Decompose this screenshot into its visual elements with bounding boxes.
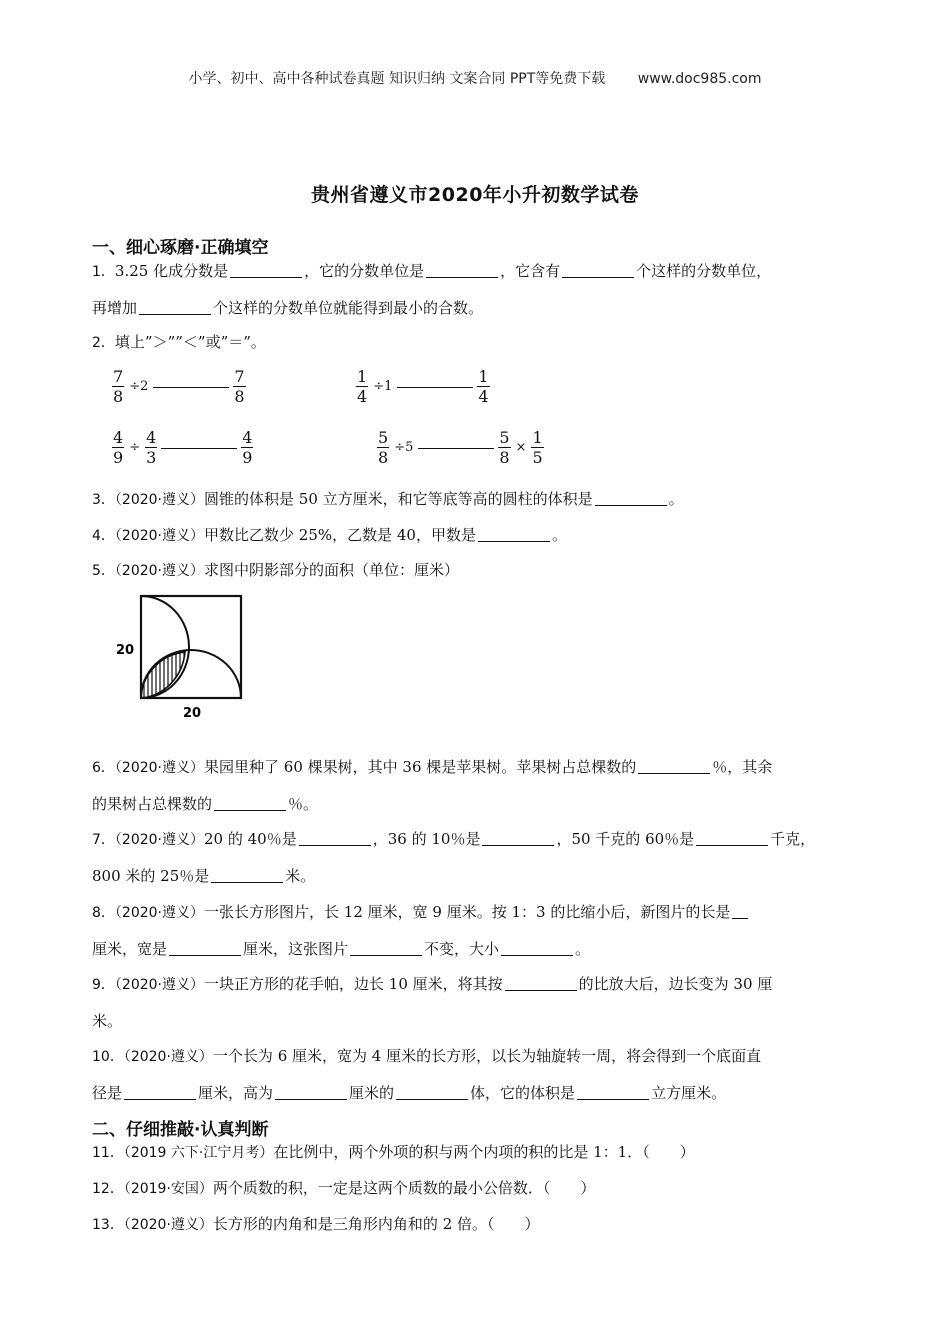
question-3: 3．（2020·遵义）圆锥的体积是 50 立方厘米，和它等底等高的圆柱的体积是 。 [92,490,684,508]
answer-blank[interactable] [230,263,302,278]
header-text: 小学、初中、高中各种试卷真题 知识归纳 文案合同 PPT等免费下载 [188,71,606,87]
answer-blank[interactable] [350,941,422,956]
fraction: $\frac{1}{4}$ [357,367,368,406]
question-7-line-2: 800 米的 25％是 米。 [92,867,316,885]
question-2: 2．填上”＞””＜”或”＝”。 [92,333,266,351]
question-8-line-1: 8．（2020·遵义）一张长方形图片，长 12 厘米，宽 9 厘米。按 1：3 的比缩小后，新图片的长是 [92,901,862,922]
answer-blank[interactable] [478,527,550,542]
header-site[interactable]: www.doc985.com [637,71,762,87]
answer-blank[interactable] [396,1085,468,1100]
compare-blank[interactable] [397,386,473,388]
question-10-line-2: 径是 厘米，高为 厘米的 体，它的体积是 立方厘米。 [92,1084,727,1102]
question-10-line-1: 10．（2020·遵义）一个长为 6 厘米，宽为 4 厘米的长方形，以长为轴旋转一周，将会得到一个底面直 [92,1047,762,1065]
section-2-heading: 二、仔细推敲·认真判断 [92,1120,269,1140]
fraction: $\frac{7}{8}$ [113,367,124,406]
question-13: 13．（2020·遵义）长方形的内角和是三角形内角和的 2 倍。（ ） [92,1215,540,1233]
answer-blank[interactable] [595,491,667,506]
answer-blank[interactable] [214,796,286,811]
compare-item-d: $\frac{5}{8}$ ÷5 $\frac{5}{8}$ × $\frac{1}{5}$ [378,428,543,467]
fraction: $\frac{1}{5}$ [532,428,543,467]
shaded-area-figure [110,592,250,726]
fraction: $\frac{1}{4}$ [478,367,489,406]
answer-blank[interactable] [732,904,748,919]
question-4: 4．（2020·遵义）甲数比乙数少 25%，乙数是 40，甲数是 。 [92,526,567,544]
answer-blank[interactable] [139,300,211,315]
fraction: $\frac{4}{9}$ [242,428,253,467]
question-1-line-2: 再增加 个这样的分数单位就能得到最小的合数。 [92,299,484,317]
shaded-region [141,652,185,698]
answer-blank[interactable] [577,1085,649,1100]
answer-blank[interactable] [505,976,577,991]
question-5: 5．（2020·遵义）求图中阴影部分的面积（单位：厘米） [92,561,460,579]
fraction: $\frac{5}{8}$ [499,428,510,467]
answer-blank[interactable] [501,941,573,956]
question-9-line-1: 9．（2020·遵义）一块正方形的花手帕，边长 10 厘米，将其按 的比放大后，边长变为 30 厘 [92,975,773,993]
compare-blank[interactable] [418,447,494,449]
answer-blank[interactable] [562,263,634,278]
page-header [0,68,950,88]
answer-blank[interactable] [426,263,498,278]
question-11: 11．（2019 六下·江宁月考）在比例中，两个外项的积与两个内项的积的比是 1：1．（ ） [92,1143,695,1161]
compare-item-a: $\frac{7}{8}$ ÷2 $\frac{7}{8}$ [113,367,245,406]
answer-blank[interactable] [482,831,554,846]
answer-blank[interactable] [124,1085,196,1100]
answer-blank[interactable] [638,759,710,774]
compare-item-b: $\frac{1}{4}$ ÷1 $\frac{1}{4}$ [357,367,489,406]
fraction: $\frac{4}{3}$ [146,428,157,467]
figure-bottom-label: 20 [183,706,202,721]
question-6-line-2: 的果树占总棵数的 ％。 [92,795,319,813]
answer-blank[interactable] [275,1085,347,1100]
figure-side-label: 20 [116,643,135,658]
question-9-line-2: 米。 [92,1012,123,1030]
fraction: $\frac{5}{8}$ [378,428,389,467]
question-1-line-1: 1．3.25 化成分数是 ，它的分数单位是 ，它含有 个这样的分数单位， [92,262,772,280]
answer-blank[interactable] [299,831,371,846]
question-7-line-1: 7．（2020·遵义）20 的 40％是 ，36 的 10％是 ，50 千克的 60％是 千克， [92,830,816,848]
compare-item-c: $\frac{4}{9}$ ÷ $\frac{4}{3}$ $\frac{4}{9}$ [113,428,253,467]
question-8-line-2: 厘米，宽是 厘米，这张图片 不变，大小 。 [92,940,591,958]
section-1-heading: 一、细心琢磨·正确填空 [92,238,269,258]
fraction: $\frac{7}{8}$ [234,367,245,406]
question-6-line-1: 6．（2020·遵义）果园里种了 60 棵果树，其中 36 棵是苹果树。苹果树占总棵数的 ％，其余 [92,758,773,776]
answer-blank[interactable] [211,868,283,883]
page-title: 贵州省遵义市2020年小升初数学试卷 [311,184,639,206]
compare-blank[interactable] [161,447,237,449]
answer-blank[interactable] [696,831,768,846]
answer-blank[interactable] [169,941,241,956]
fraction: $\frac{4}{9}$ [113,428,124,467]
compare-blank[interactable] [153,386,229,388]
question-12: 12．（2019·安国）两个质数的积，一定是这两个质数的最小公倍数．（ ） [92,1179,596,1197]
